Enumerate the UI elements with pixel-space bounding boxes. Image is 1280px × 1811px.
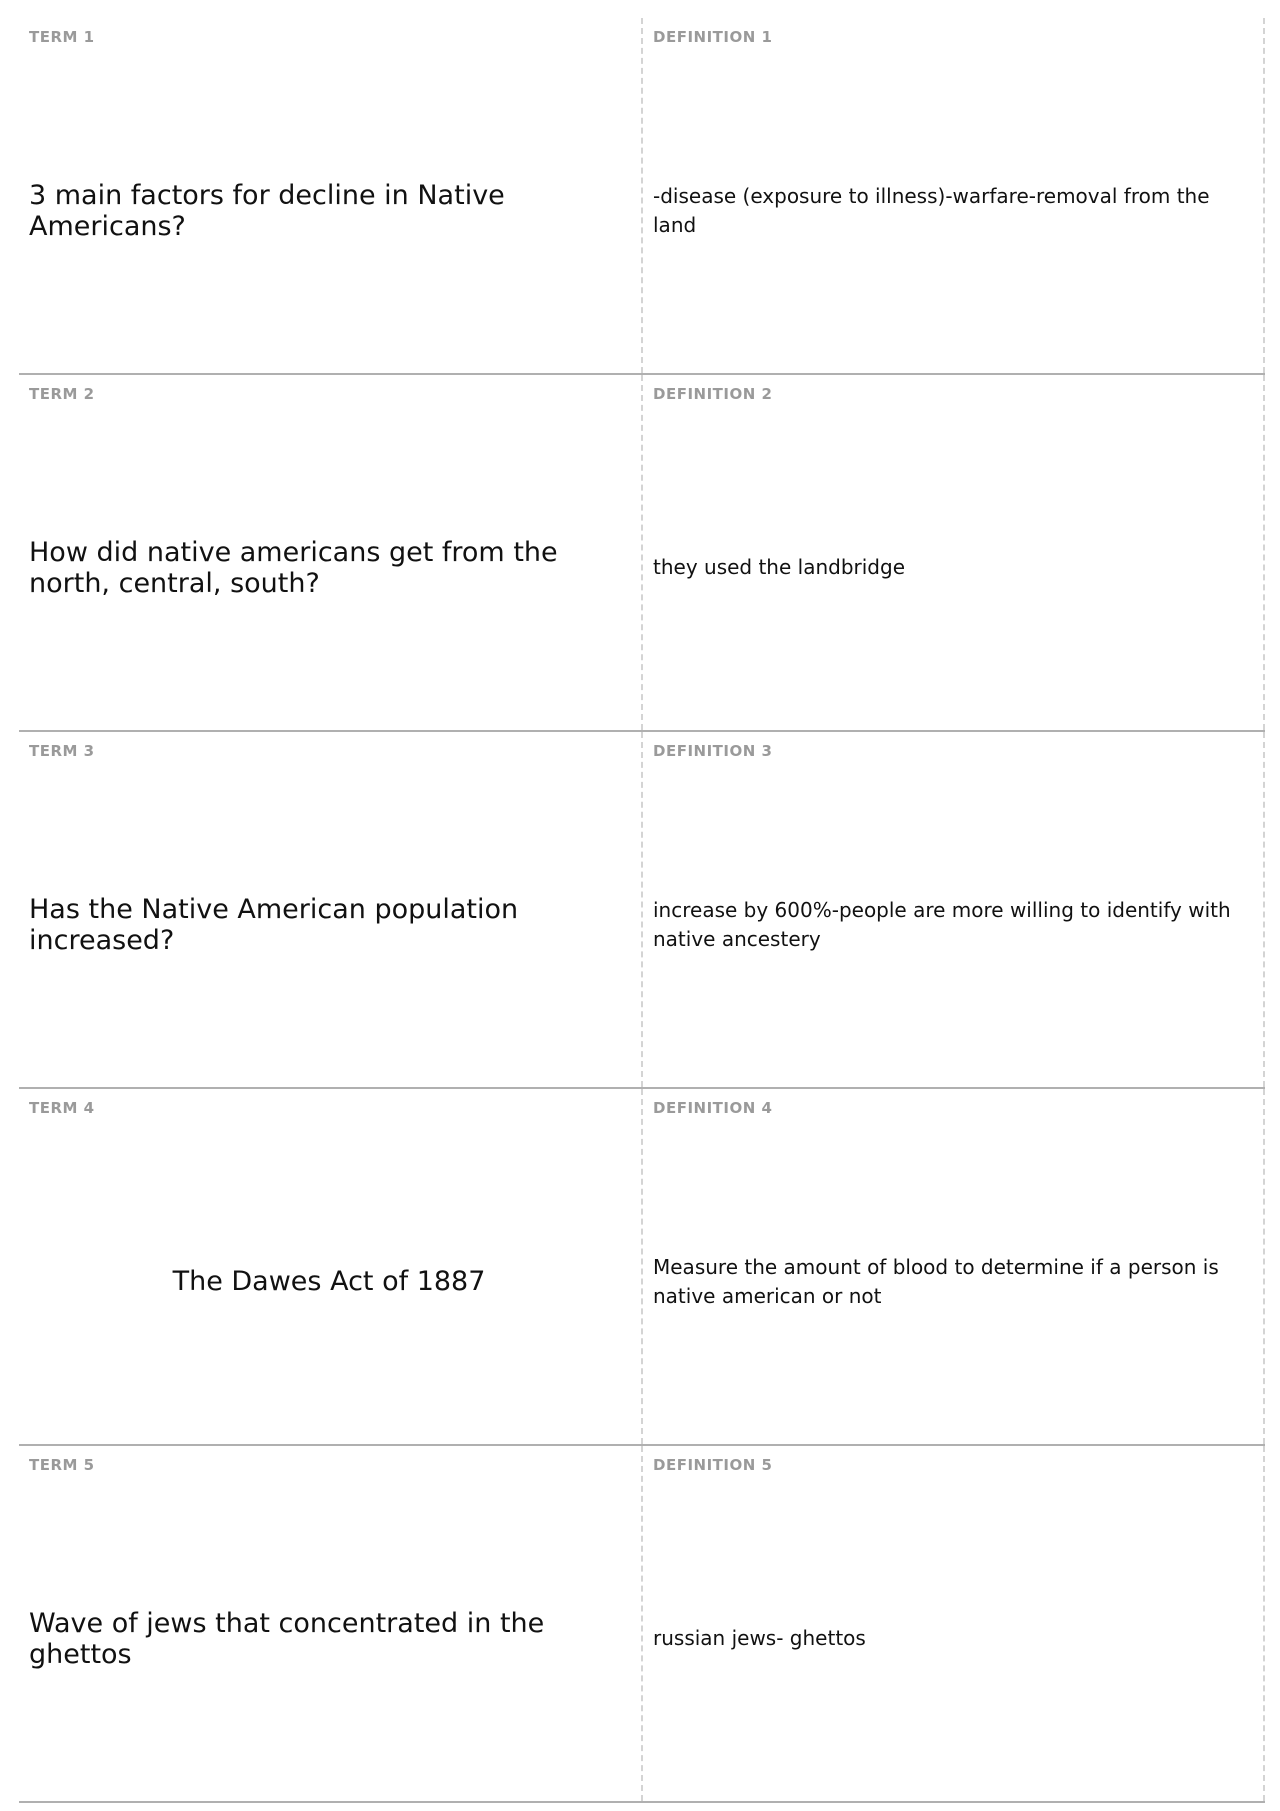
term-cell bbox=[19, 732, 643, 1087]
definition-cell bbox=[643, 732, 1265, 1087]
term-content bbox=[29, 415, 629, 720]
term-content bbox=[29, 1129, 629, 1434]
definition-text: russian jews- ghettos bbox=[653, 1626, 866, 1650]
definition-label: DEFINITION 1 bbox=[653, 28, 773, 46]
flashcard-row bbox=[19, 18, 1265, 375]
term-label: TERM 4 bbox=[29, 1099, 95, 1117]
flashcard-row bbox=[19, 375, 1265, 732]
term-label: TERM 2 bbox=[29, 385, 95, 403]
definition-cell bbox=[643, 375, 1265, 730]
definition-cell bbox=[643, 1446, 1265, 1801]
term-text: Wave of jews that concentrated in the ghettos bbox=[29, 1607, 545, 1670]
definition-text: increase by 600%-people are more willing to identify with native ancestery bbox=[653, 897, 1231, 951]
definition-content bbox=[653, 1486, 1251, 1791]
term-cell bbox=[19, 1446, 643, 1801]
term-text: The Dawes Act of 1887 bbox=[172, 1266, 486, 1297]
term-text: 3 main factors for decline in Native Americans? bbox=[29, 179, 505, 242]
term-content bbox=[29, 58, 629, 363]
term-text: How did native americans get from the north, central, south? bbox=[29, 536, 558, 599]
definition-text: Measure the amount of blood to determine if a person is native american or not bbox=[653, 1254, 1219, 1308]
term-label: TERM 3 bbox=[29, 742, 95, 760]
term-cell bbox=[19, 1089, 643, 1444]
definition-label: DEFINITION 3 bbox=[653, 742, 773, 760]
definition-content bbox=[653, 415, 1251, 720]
flashcard-row bbox=[19, 1446, 1265, 1803]
term-content bbox=[29, 772, 629, 1077]
flashcard-row bbox=[19, 1089, 1265, 1446]
definition-content bbox=[653, 772, 1251, 1077]
definition-label: DEFINITION 5 bbox=[653, 1456, 773, 1474]
term-text: Has the Native American population increased? bbox=[29, 893, 519, 956]
flashcard-row bbox=[19, 732, 1265, 1089]
definition-content bbox=[653, 1129, 1251, 1434]
term-content bbox=[29, 1486, 629, 1791]
definition-label: DEFINITION 4 bbox=[653, 1099, 773, 1117]
definition-label: DEFINITION 2 bbox=[653, 385, 773, 403]
definition-cell bbox=[643, 1089, 1265, 1444]
definition-cell bbox=[643, 18, 1265, 373]
definition-text: they used the landbridge bbox=[653, 555, 906, 579]
term-label: TERM 1 bbox=[29, 28, 95, 46]
definition-content bbox=[653, 58, 1251, 363]
term-cell bbox=[19, 18, 643, 373]
definition-text: -disease (exposure to illness)-warfare-removal from the land bbox=[653, 183, 1210, 237]
flashcard-sheet bbox=[19, 18, 1265, 1803]
term-cell bbox=[19, 375, 643, 730]
term-label: TERM 5 bbox=[29, 1456, 95, 1474]
